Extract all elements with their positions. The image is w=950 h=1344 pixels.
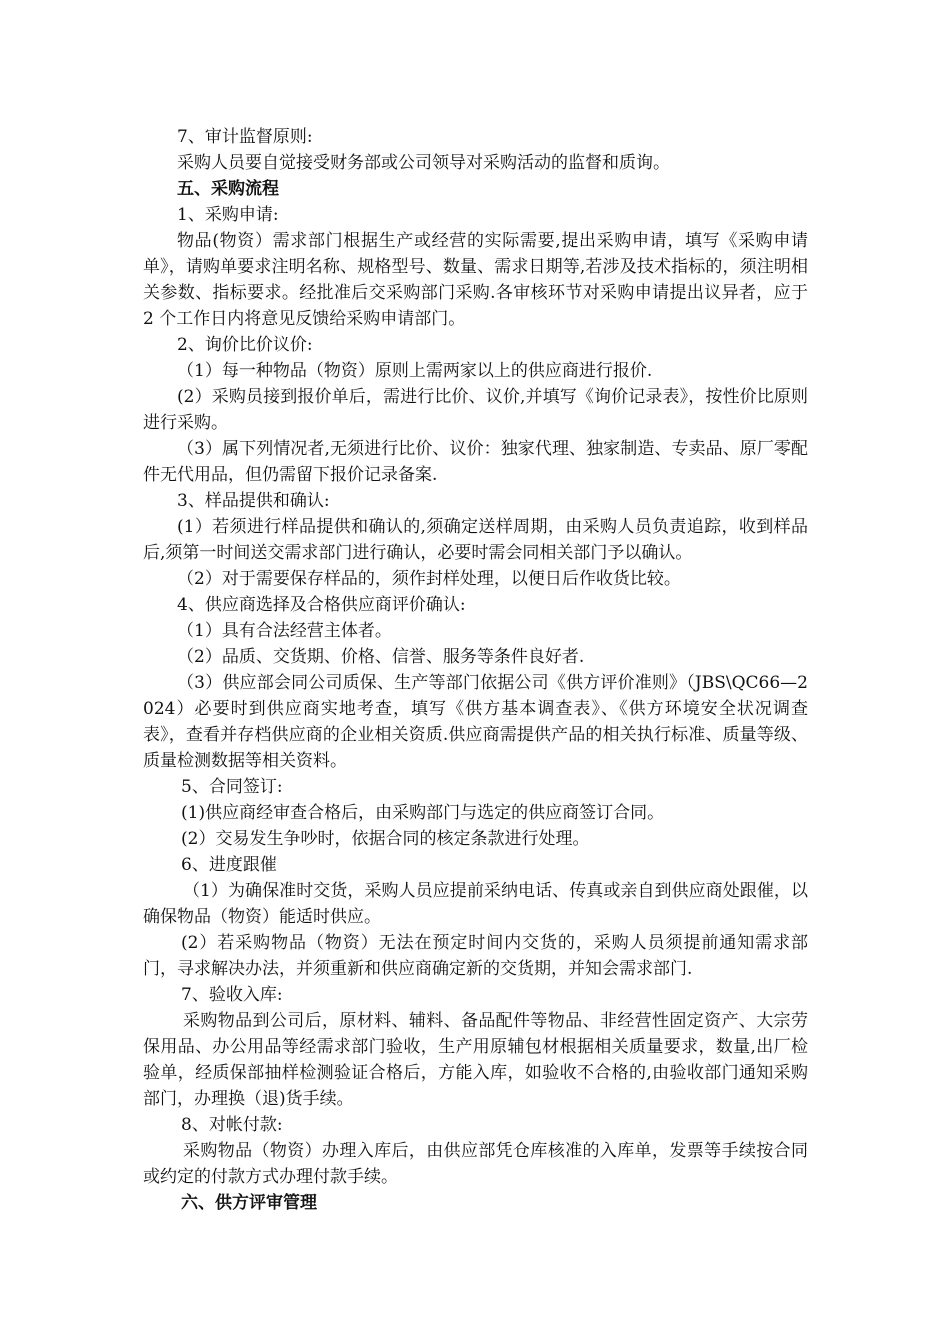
- section-heading-supplier-review: 六、供方评审管理: [181, 1193, 317, 1213]
- section-heading-procurement-process: 五、采购流程: [177, 179, 279, 199]
- paragraph-contract-item-1: (1)供应商经审查合格后，由采购部门与选定的供应商签订合同。: [181, 803, 665, 823]
- paragraph-progress-item-1: （1）为确保准时交货，采购人员应提前采纳电话、传真或亲自到供应商处跟催，以确保物品（物资）能适时供应。: [143, 881, 808, 927]
- paragraph-audit-principle-heading: 7、审计监督原则:: [177, 127, 313, 147]
- paragraph-contract-heading: 5、合同签订:: [181, 777, 283, 797]
- paragraph-supplier-selection-heading: 4、供应商选择及合格供应商评价确认:: [177, 595, 466, 615]
- paragraph-contract-item-2: (2）交易发生争吵时，依据合同的核定条款进行处理。: [181, 829, 590, 849]
- paragraph-progress-item-2: (2）若采购物品（物资）无法在预定时间内交货的，采购人员须提前通知需求部门，寻求解决办法，并须重新和供应商确定新的交货期，并知会需求部门.: [143, 933, 808, 979]
- paragraph-purchase-request-heading: 1、采购申请:: [177, 205, 279, 225]
- document-page: [143, 124, 808, 1216]
- paragraph-sample-item-2: （2）对于需要保存样品的，须作封样处理，以便日后作收货比较。: [177, 569, 681, 589]
- paragraph-acceptance-body: 采购物品到公司后，原材料、辅料、备品配件等物品、非经营性固定资产、大宗劳保用品、办公用品等经需求部门验收，生产用原辅包材根据相关质量要求，数量,出厂检验单，经质保部抽样检测验证合格后，方能入库，如验收不合格的,由验收部门通知采购部门，办理换（退)货手续。: [143, 1011, 808, 1109]
- paragraph-payment-heading: 8、对帐付款:: [181, 1115, 283, 1135]
- paragraph-supplier-item-3: （3）供应部会同公司质保、生产等部门依据公司《供方评价准则》（JBS\QC66—2024）必要时到供应商实地考查，填写《供方基本调查表》、《供方环境安全状况调查表》，查看并存档供应商的企业相关资质.供应商需提供产品的相关执行标准、质量等级、质量检测数据等相关资料。: [143, 673, 808, 771]
- paragraph-purchase-request-body: 物品(物资）需求部门根据生产或经营的实际需要,提出采购申请，填写《采购申请单》，请购单要求注明名称、规格型号、数量、需求日期等,若涉及技术指标的，须注明相关参数、指标要求。经批准后交采购部门采购.各审核环节对采购申请提出议异者，应于 2 个工作日内将意见反馈给采购申请部门。: [143, 231, 808, 329]
- paragraph-progress-heading: 6、进度跟催: [181, 855, 277, 875]
- paragraph-payment-body: 采购物品（物资）办理入库后，由供应部凭仓库核准的入库单，发票等手续按合同或约定的付款方式办理付款手续。: [143, 1141, 808, 1187]
- paragraph-audit-principle-body: 采购人员要自觉接受财务部或公司领导对采购活动的监督和质询。: [177, 153, 670, 173]
- paragraph-sample-heading: 3、样品提供和确认:: [177, 491, 330, 511]
- paragraph-inquiry-item-2: (2）采购员接到报价单后，需进行比价、议价,并填写《询价记录表》，按性价比原则进行采购。: [143, 387, 808, 433]
- paragraph-supplier-item-2: （2）品质、交货期、价格、信誉、服务等条件良好者.: [177, 647, 585, 667]
- paragraph-inquiry-item-3: （3）属下列情况者,无须进行比价、议价：独家代理、独家制造、专卖品、原厂零配件无代用品，但仍需留下报价记录备案.: [143, 439, 808, 485]
- paragraph-supplier-item-1: （1）具有合法经营主体者。: [177, 621, 392, 641]
- paragraph-sample-item-1: (1）若须进行样品提供和确认的,须确定送样周期，由采购人员负责追踪，收到样品后,须第一时间送交需求部门进行确认，必要时需会同相关部门予以确认。: [143, 517, 808, 563]
- paragraph-inquiry-item-1: （1）每一种物品（物资）原则上需两家以上的供应商进行报价.: [177, 361, 653, 381]
- paragraph-acceptance-heading: 7、验收入库:: [181, 985, 283, 1005]
- paragraph-inquiry-heading: 2、询价比价议价:: [177, 335, 313, 355]
